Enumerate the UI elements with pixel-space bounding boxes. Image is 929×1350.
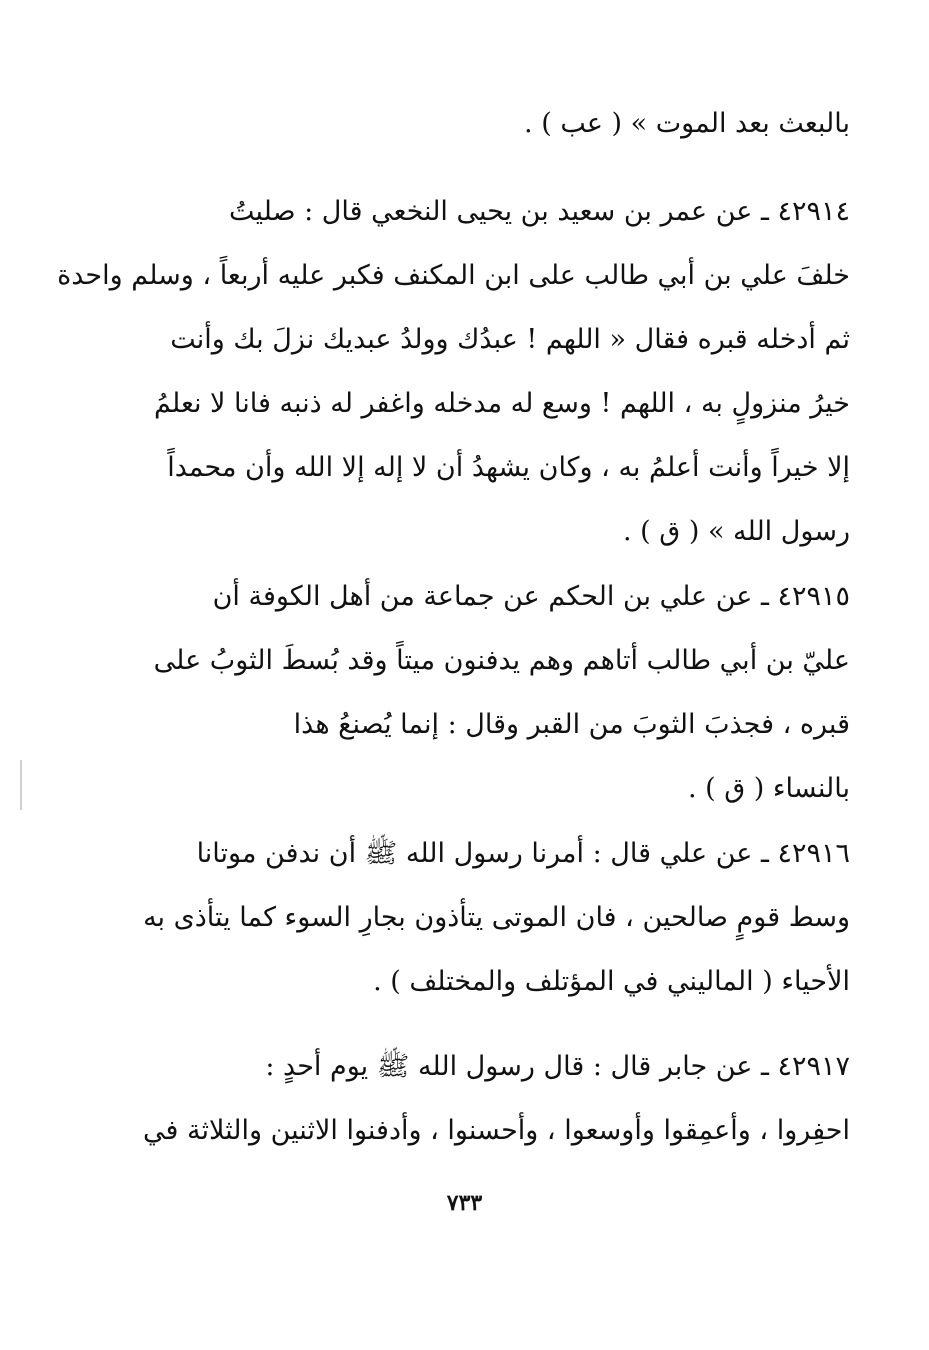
margin-scan-mark	[20, 760, 22, 810]
text-line: بالنساء ( ق ) .	[687, 773, 850, 804]
text-line: ثم أدخله قبره فقال « اللهم ! عبدُك وولدُ عبديك نزلَ بك وأنت	[170, 324, 850, 355]
hadith-42916	[143, 822, 850, 1014]
text-line: خلفَ علي بن أبي طالب على ابن المكنف فكبر عليه أربعاً ، وسلم واحدة	[57, 260, 850, 291]
text-line: وسط قومٍ صالحين ، فان الموتى يتأذون بجارِ السوء كما يتأذى به	[143, 902, 850, 933]
text-line: إلا خيراً وأنت أعلمُ به ، وكان يشهدُ أن لا إله إلا الله وأن محمداً	[167, 452, 850, 483]
text-line: عليّ بن أبي طالب أتاهم وهم يدفنون ميتاً وقد بُسطَ الثوبُ على	[153, 645, 850, 676]
text-line: الأحياء ( الماليني في المؤتلف والمختلف ) .	[373, 966, 850, 997]
text-line: قبره ، فجذبَ الثوبَ من القبر وقال : إنما يُصنعُ هذا	[293, 709, 850, 740]
page-number: ٧٣٣	[446, 1190, 483, 1216]
text-line: ٤٢٩١٥ ـ عن علي بن الحكم عن جماعة من أهل الكوفة أن	[212, 581, 850, 612]
text-line: ٤٢٩١٦ ـ عن علي قال : أمرنا رسول الله ﷺ أن ندفن موتانا	[196, 838, 850, 869]
text-line: احفِروا ، وأعمِقوا وأوسعوا ، وأحسنوا ، وأدفنوا الاثنين والثلاثة في	[143, 1115, 850, 1146]
text-line: بالبعث بعد الموت » ( عب ) .	[524, 108, 850, 139]
text-line: ٤٢٩١٤ ـ عن عمر بن سعيد بن يحيى النخعي قال : صليتُ	[228, 196, 850, 227]
text-line: خيرُ منزولٍ به ، اللهم ! وسع له مدخله واغفر له ذنبه فانا لا نعلمُ	[154, 388, 850, 419]
hadith-42914	[57, 180, 850, 564]
text-line: رسول الله » ( ق ) .	[623, 516, 850, 547]
text-line: ٤٢٩١٧ ـ عن جابر قال : قال رسول الله ﷺ يوم أحدٍ :	[265, 1051, 850, 1082]
continuation-text	[150, 92, 850, 156]
hadith-42917	[143, 1035, 850, 1163]
hadith-42915	[150, 565, 850, 821]
